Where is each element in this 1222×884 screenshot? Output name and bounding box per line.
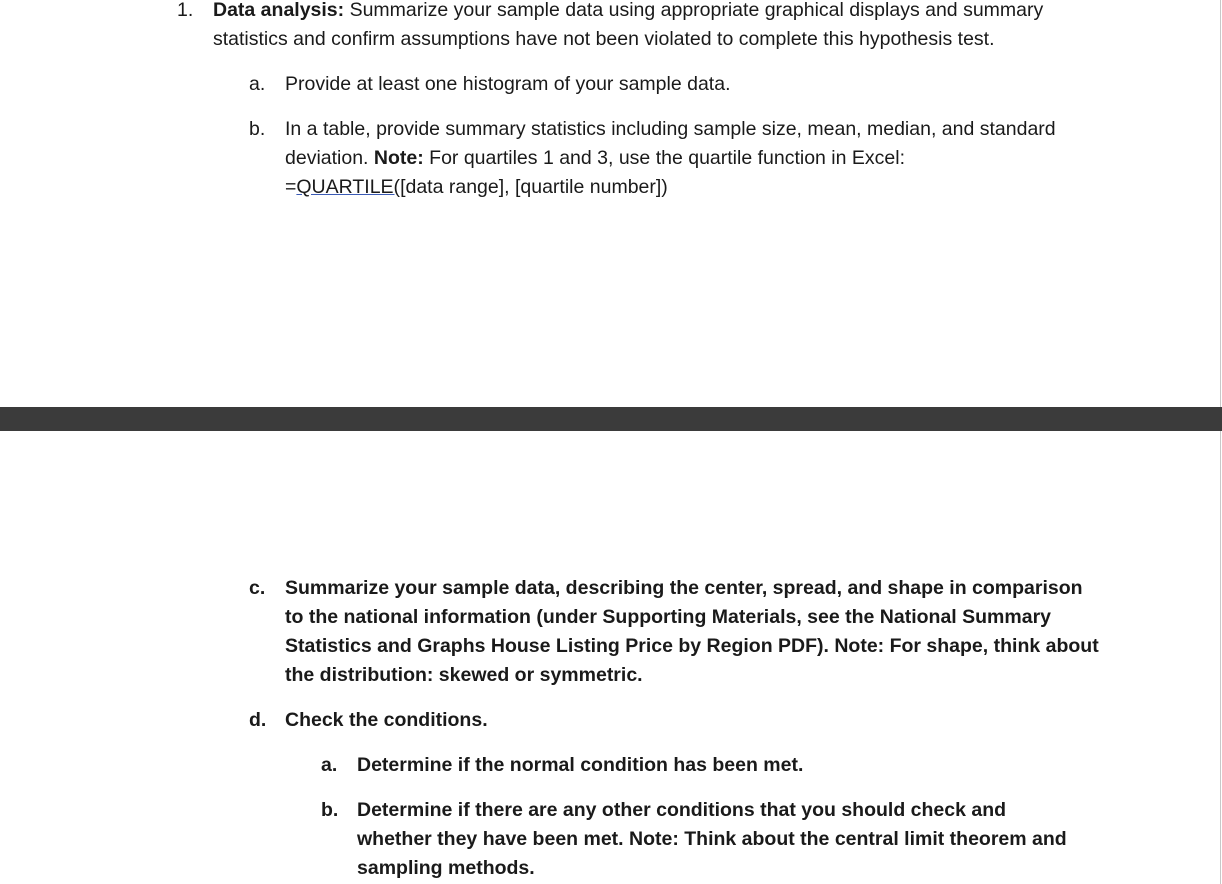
question-1c-line-1: Summarize your sample data, describing the center, spread, and shape in comparison xyxy=(285,577,1083,599)
question-1b-marker: b. xyxy=(249,118,266,140)
question-1b-line-1: In a table, provide summary statistics including sample size, mean, median, and standard xyxy=(285,118,1056,140)
page-break-gap xyxy=(0,407,1222,431)
question-1c-line-3: Statistics and Graphs House Listing Price by Region PDF). Note: For shape, think about xyxy=(285,635,1099,657)
quartile-function-text: QUARTILE( xyxy=(296,176,401,198)
question-1b-note-label: Note: xyxy=(373,147,424,169)
question-1-number: 1. xyxy=(177,0,194,21)
question-1b-line-2-rest: For quartiles 1 and 3, use the quartile function in Excel: xyxy=(423,147,906,169)
question-1a-text: Provide at least one histogram of your sample data. xyxy=(285,73,731,95)
question-1b-equals: = xyxy=(285,176,297,198)
question-1-line-2: statistics and confirm assumptions have not been violated to complete this hypothesis test. xyxy=(213,28,995,50)
question-1c-marker: c. xyxy=(249,577,266,599)
question-1a-marker: a. xyxy=(249,73,266,95)
question-1-line-1 xyxy=(213,0,1043,25)
question-1c-line-2: to the national information (under Supporting Materials, see the National Summary xyxy=(285,606,1052,628)
document-page-1 xyxy=(0,0,1221,407)
question-1-heading: Data analysis: xyxy=(213,0,345,21)
question-1b-line-2 xyxy=(285,144,905,173)
question-1b-line-2-pre: deviation. xyxy=(285,147,374,169)
question-1d-b-line-2: whether they have been met. Note: Think about the central limit theorem and xyxy=(357,828,1067,850)
question-1d-b-marker: b. xyxy=(321,799,339,821)
question-1b-line-3-rest: [data range], [quartile number]) xyxy=(400,176,668,198)
question-1d-text: Check the conditions. xyxy=(285,709,488,731)
question-1b-line-3 xyxy=(285,173,668,202)
question-1-intro: Summarize your sample data using appropriate graphical displays and summary xyxy=(344,0,1044,21)
question-1d-b-line-1: Determine if there are any other conditions that you should check and xyxy=(357,799,1007,821)
question-1c-line-4: the distribution: skewed or symmetric. xyxy=(285,664,643,686)
question-1d-b-line-3: sampling methods. xyxy=(357,857,535,879)
question-1d-a-marker: a. xyxy=(321,754,338,776)
question-1d-marker: d. xyxy=(249,709,267,731)
question-1d-a-text: Determine if the normal condition has been met. xyxy=(357,754,804,776)
